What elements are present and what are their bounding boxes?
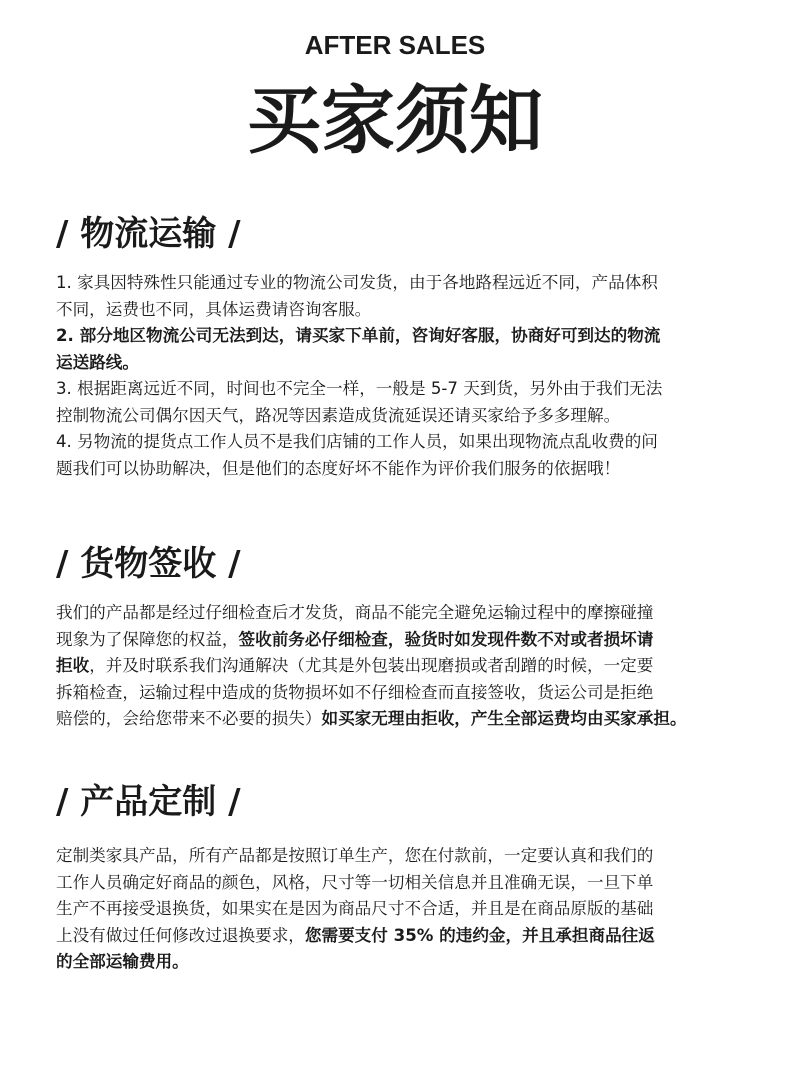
logistics-line-1: 1. 家具因特殊性只能通过专业的物流公司发货，由于各地路程远近不同，产品体积 [56,273,658,292]
receiving-line-5-text: 赔偿的，会给您带来不必要的损失） [56,709,322,728]
receiving-line-3-emphasis: 拒收 [56,656,90,675]
receiving-line-4: 拆箱检查，运输过程中造成的货物损坏如不仔细检查而直接签收，货运公司是拒绝 [56,682,654,702]
receiving-line-1: 我们的产品都是经过仔细检查后才发货，商品不能完全避免运输过程中的摩擦碰撞 [56,603,654,622]
custom-line-2: 工作人员确定好商品的颜色，风格，尺寸等一切相关信息并且准确无误，一旦下单 [56,872,654,892]
section-title-receiving: / 货物签收 / [56,544,241,584]
custom-paragraph [56,843,746,976]
custom-line-4-text: 上没有做过任何修改过退换要求， [56,925,305,945]
receiving-line-3 [56,653,746,680]
logistics-line-4: 运送路线。 [56,352,139,372]
custom-line-4 [56,923,746,950]
custom-line-3: 生产不再接受退换货，如果实在是因为商品尺寸不合适，并且是在商品原版的基础 [56,899,654,918]
chinese-title: 买家须知 [247,78,543,164]
section-title-logistics: / 物流运输 / [56,214,241,254]
receiving-line-3-text: ，并及时联系我们沟通解决（尤其是外包装出现磨损或者刮蹭的时候，一定要 [89,656,654,675]
logistics-line-7: 4. 另物流的提货点工作人员不是我们店铺的工作人员，如果出现物流点乱收费的问 [56,432,658,451]
logistics-line-5: 3. 根据距离远近不同，时间也不完全一样，一般是 5-7 天到货，另外由于我们无法 [56,379,663,398]
logistics-paragraph [56,270,746,482]
receiving-line-2-emphasis: 签收前务必仔细检查，验货时如发现件数不对或者损坏请 [238,629,654,649]
custom-line-5: 的全部运输费用。 [56,952,189,971]
receiving-line-5-emphasis: 如买家无理由拒收，产生全部运费均由买家承担。 [321,709,687,728]
logistics-line-3: 2. 部分地区物流公司无法到达，请买家下单前，咨询好客服，协商好可到达的物流 [56,326,661,345]
custom-line-1: 定制类家具产品，所有产品都是按照订单生产，您在付款前，一定要认真和我们的 [56,846,654,865]
receiving-paragraph [56,600,746,733]
section-title-custom: / 产品定制 / [56,782,241,822]
logistics-line-8: 题我们可以协助解决，但是他们的态度好坏不能作为评价我们服务的依据哦！ [56,458,621,478]
receiving-line-5 [56,706,746,733]
custom-line-4-emphasis: 您需要支付 35% 的违约金，并且承担商品往返 [304,925,655,945]
logistics-line-6: 控制物流公司偶尔因天气，路况等因素造成货流延误还请买家给予多多理解。 [56,405,621,425]
receiving-line-2 [56,627,746,654]
logistics-line-2: 不同，运费也不同，具体运费请咨询客服。 [56,299,372,319]
receiving-line-2-text: 现象为了保障您的权益， [56,629,239,649]
english-title: AFTER SALES [304,30,486,60]
